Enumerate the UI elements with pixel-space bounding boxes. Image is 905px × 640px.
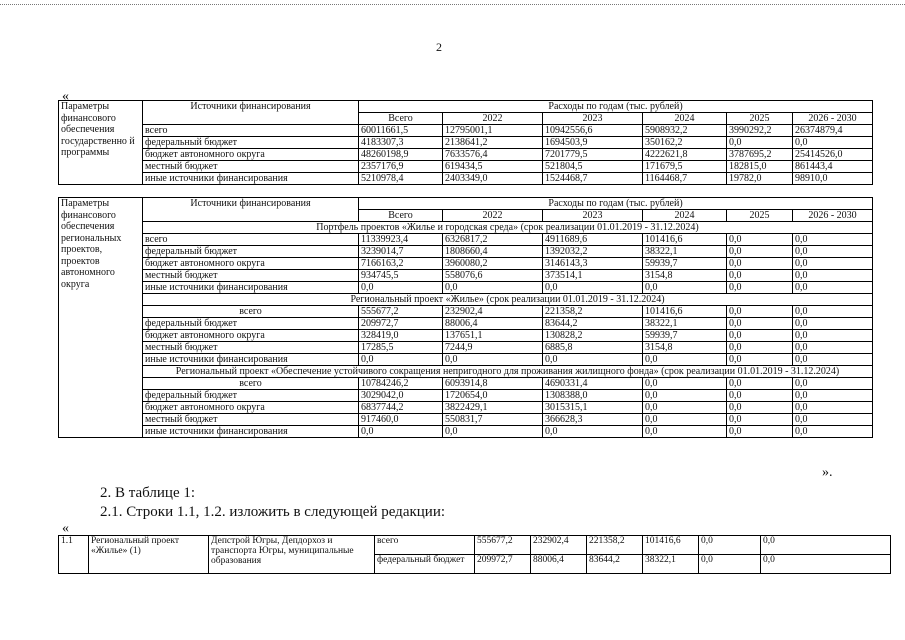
source-label: местный бюджет xyxy=(143,270,359,282)
value-cell: 0,0 xyxy=(727,378,793,390)
table-row xyxy=(59,390,873,402)
table-1-row xyxy=(58,535,891,574)
expenses-header: Расходы по годам (тыс. рублей) xyxy=(359,198,873,210)
table-row xyxy=(59,125,873,137)
value-cell: 0,0 xyxy=(443,354,543,366)
value-cell: 0,0 xyxy=(727,330,793,342)
value-cell: 0,0 xyxy=(793,330,873,342)
group-title: Региональный проект «Жилье» (срок реализации 01.01.2019 - 31.12.2024) xyxy=(143,294,873,306)
value-cell: 0,0 xyxy=(643,414,727,426)
value-cell: 6885,8 xyxy=(543,342,643,354)
source-label: федеральный бюджет xyxy=(143,318,359,330)
value-cell: 0,0 xyxy=(793,258,873,270)
year-header: 2025 xyxy=(727,113,793,125)
value-cell: 0,0 xyxy=(727,318,793,330)
source-label: иные источники финансирования xyxy=(143,282,359,294)
value-cell: 934745,5 xyxy=(359,270,443,282)
value-cell: 0,0 xyxy=(727,342,793,354)
value-cell: 101416,6 xyxy=(643,306,727,318)
value-cell: 60011661,5 xyxy=(359,125,443,137)
value-cell: 555677,2 xyxy=(475,536,531,555)
value-cell: 0,0 xyxy=(727,282,793,294)
source-label: бюджет автономного округа xyxy=(143,402,359,414)
value-cell: 0,0 xyxy=(359,426,443,438)
value-cell: 2357176,9 xyxy=(359,161,443,173)
value-cell: 0,0 xyxy=(793,234,873,246)
value-cell: 0,0 xyxy=(543,354,643,366)
value-cell: 0,0 xyxy=(793,246,873,258)
value-cell: 232902,4 xyxy=(531,536,587,555)
value-cell: 0,0 xyxy=(699,536,761,555)
value-cell: 1308388,0 xyxy=(543,390,643,402)
value-cell: 861443,4 xyxy=(793,161,873,173)
value-cell: 7633576,4 xyxy=(443,149,543,161)
value-cell: 4222621,8 xyxy=(643,149,727,161)
value-cell: 0,0 xyxy=(543,426,643,438)
financing-table-program xyxy=(58,100,873,185)
table-row xyxy=(59,330,873,342)
close-quote: ». xyxy=(822,465,833,480)
value-cell: 88006,4 xyxy=(443,318,543,330)
value-cell: 0,0 xyxy=(793,137,873,149)
value-cell: 6093914,8 xyxy=(443,378,543,390)
table-row xyxy=(59,173,873,185)
source-label: иные источники финансирования xyxy=(143,354,359,366)
source-label: местный бюджет xyxy=(143,414,359,426)
table-row xyxy=(59,426,873,438)
value-cell: 83644,2 xyxy=(587,555,643,574)
value-cell: 0,0 xyxy=(359,282,443,294)
value-cell: 48260198,9 xyxy=(359,149,443,161)
year-header: Всего xyxy=(359,113,443,125)
value-cell: 101416,6 xyxy=(643,234,727,246)
value-cell: 209972,7 xyxy=(475,555,531,574)
value-cell: 1524468,7 xyxy=(543,173,643,185)
value-cell: 3960080,2 xyxy=(443,258,543,270)
value-cell: 0,0 xyxy=(793,414,873,426)
value-cell: 0,0 xyxy=(761,555,891,574)
value-cell: 0,0 xyxy=(793,318,873,330)
value-cell: 221358,2 xyxy=(587,536,643,555)
value-cell: 171679,5 xyxy=(643,161,727,173)
year-header: 2022 xyxy=(443,210,543,222)
value-cell: 1164468,7 xyxy=(643,173,727,185)
source-label: всего xyxy=(143,306,359,318)
value-cell: 6837744,2 xyxy=(359,402,443,414)
value-cell: 83644,2 xyxy=(543,318,643,330)
table-row xyxy=(59,402,873,414)
group-title: Региональный проект «Обеспечение устойчивого сокращения непригодного для проживания жилищного фонда» (срок реализации 01.01.2019 - 31.12.2024) xyxy=(143,366,873,378)
value-cell: 101416,6 xyxy=(643,536,699,555)
year-header: Всего xyxy=(359,210,443,222)
value-cell: 38322,1 xyxy=(643,246,727,258)
value-cell: 3015315,1 xyxy=(543,402,643,414)
table-row xyxy=(59,354,873,366)
table-row xyxy=(59,414,873,426)
value-cell: 59939,7 xyxy=(643,330,727,342)
expenses-header: Расходы по годам (тыс. рублей) xyxy=(359,101,873,113)
value-cell: 1392032,2 xyxy=(543,246,643,258)
executors: Депстрой Югры, Депдорхоз и транспорта Югры, муниципальные образования xyxy=(209,536,375,574)
table-row xyxy=(59,161,873,173)
value-cell: 0,0 xyxy=(793,402,873,414)
value-cell: 12795001,1 xyxy=(443,125,543,137)
value-cell: 3787695,2 xyxy=(727,149,793,161)
value-cell: 0,0 xyxy=(643,378,727,390)
source-label: всего xyxy=(375,536,475,555)
value-cell: 209972,7 xyxy=(359,318,443,330)
value-cell: 0,0 xyxy=(643,402,727,414)
year-header: 2026 - 2030 xyxy=(793,113,873,125)
source-label: местный бюджет xyxy=(143,342,359,354)
year-header: 2023 xyxy=(543,113,643,125)
value-cell: 0,0 xyxy=(727,234,793,246)
value-cell: 17285,5 xyxy=(359,342,443,354)
source-label: бюджет автономного округа xyxy=(143,149,359,161)
value-cell: 0,0 xyxy=(699,555,761,574)
year-header: 2025 xyxy=(727,210,793,222)
project-name: Региональный проект «Жилье» (1) xyxy=(89,536,209,574)
value-cell: 0,0 xyxy=(727,426,793,438)
value-cell: 1694503,9 xyxy=(543,137,643,149)
sources-header: Источники финансирования xyxy=(143,198,359,222)
value-cell: 0,0 xyxy=(643,390,727,402)
value-cell: 1808660,4 xyxy=(443,246,543,258)
source-label: всего xyxy=(143,125,359,137)
source-label: федеральный бюджет xyxy=(375,555,475,574)
value-cell: 373514,1 xyxy=(543,270,643,282)
value-cell: 0,0 xyxy=(793,282,873,294)
value-cell: 59939,7 xyxy=(643,258,727,270)
source-label: федеральный бюджет xyxy=(143,390,359,402)
table-row xyxy=(59,258,873,270)
table-row xyxy=(59,137,873,149)
value-cell: 0,0 xyxy=(443,282,543,294)
value-cell: 0,0 xyxy=(727,390,793,402)
value-cell: 558076,6 xyxy=(443,270,543,282)
source-label: всего xyxy=(143,234,359,246)
value-cell: 0,0 xyxy=(793,378,873,390)
source-label: бюджет автономного округа xyxy=(143,258,359,270)
value-cell: 2138641,2 xyxy=(443,137,543,149)
table-row xyxy=(59,342,873,354)
value-cell: 0,0 xyxy=(727,402,793,414)
value-cell: 3154,8 xyxy=(643,342,727,354)
value-cell: 38322,1 xyxy=(643,555,699,574)
value-cell: 0,0 xyxy=(643,426,727,438)
year-header: 2024 xyxy=(643,210,727,222)
value-cell: 0,0 xyxy=(727,137,793,149)
value-cell: 130828,2 xyxy=(543,330,643,342)
value-cell: 10784246,2 xyxy=(359,378,443,390)
value-cell: 4911689,6 xyxy=(543,234,643,246)
value-cell: 0,0 xyxy=(793,354,873,366)
paragraph-2-1: 2.1. Строки 1.1, 1.2. изложить в следующей редакции: xyxy=(100,504,446,520)
value-cell: 0,0 xyxy=(359,354,443,366)
value-cell: 38322,1 xyxy=(643,318,727,330)
value-cell: 1720654,0 xyxy=(443,390,543,402)
value-cell: 7166163,2 xyxy=(359,258,443,270)
paragraph-2: 2. В таблице 1: xyxy=(100,485,196,501)
value-cell: 4690331,4 xyxy=(543,378,643,390)
value-cell: 0,0 xyxy=(727,414,793,426)
value-cell: 0,0 xyxy=(793,426,873,438)
value-cell: 0,0 xyxy=(643,354,727,366)
value-cell: 3990292,2 xyxy=(727,125,793,137)
value-cell: 7244,9 xyxy=(443,342,543,354)
value-cell: 3154,8 xyxy=(643,270,727,282)
value-cell: 3029042,0 xyxy=(359,390,443,402)
value-cell: 11339923,4 xyxy=(359,234,443,246)
row-number: 1.1 xyxy=(59,536,89,574)
table-row xyxy=(59,246,873,258)
source-label: бюджет автономного округа xyxy=(143,330,359,342)
value-cell: 5908932,2 xyxy=(643,125,727,137)
source-label: иные источники финансирования xyxy=(143,426,359,438)
source-label: всего xyxy=(143,378,359,390)
value-cell: 10942556,6 xyxy=(543,125,643,137)
value-cell: 7201779,5 xyxy=(543,149,643,161)
open-quote-2: « xyxy=(62,521,69,536)
table-row xyxy=(59,270,873,282)
value-cell: 0,0 xyxy=(643,282,727,294)
value-cell: 4183307,3 xyxy=(359,137,443,149)
open-quote: « xyxy=(62,89,69,104)
financing-table-projects xyxy=(58,197,873,438)
projects-params-label: Параметры финансового обеспечения региональных проектов, проектов автономного округа xyxy=(59,198,143,438)
table-row xyxy=(59,282,873,294)
value-cell: 221358,2 xyxy=(543,306,643,318)
value-cell: 0,0 xyxy=(727,354,793,366)
value-cell: 0,0 xyxy=(443,426,543,438)
value-cell: 25414526,0 xyxy=(793,149,873,161)
value-cell: 550831,7 xyxy=(443,414,543,426)
value-cell: 0,0 xyxy=(793,270,873,282)
value-cell: 917460,0 xyxy=(359,414,443,426)
value-cell: 3239014,7 xyxy=(359,246,443,258)
value-cell: 19782,0 xyxy=(727,173,793,185)
year-header: 2026 - 2030 xyxy=(793,210,873,222)
table-row xyxy=(59,378,873,390)
source-label: федеральный бюджет xyxy=(143,246,359,258)
value-cell: 98910,0 xyxy=(793,173,873,185)
value-cell: 2403349,0 xyxy=(443,173,543,185)
value-cell: 521804,5 xyxy=(543,161,643,173)
value-cell: 0,0 xyxy=(727,270,793,282)
year-header: 2024 xyxy=(643,113,727,125)
value-cell: 5210978,4 xyxy=(359,173,443,185)
year-header: 2023 xyxy=(543,210,643,222)
value-cell: 3146143,3 xyxy=(543,258,643,270)
value-cell: 0,0 xyxy=(727,258,793,270)
value-cell: 328419,0 xyxy=(359,330,443,342)
table-row xyxy=(59,234,873,246)
sources-header: Источники финансирования xyxy=(143,101,359,125)
source-label: иные источники финансирования xyxy=(143,173,359,185)
value-cell: 0,0 xyxy=(727,246,793,258)
value-cell: 3822429,1 xyxy=(443,402,543,414)
value-cell: 350162,2 xyxy=(643,137,727,149)
year-header: 2022 xyxy=(443,113,543,125)
table-row xyxy=(59,306,873,318)
page-number: 2 xyxy=(436,40,442,54)
value-cell: 555677,2 xyxy=(359,306,443,318)
value-cell: 0,0 xyxy=(793,306,873,318)
value-cell: 182815,0 xyxy=(727,161,793,173)
value-cell: 6326817,2 xyxy=(443,234,543,246)
program-params-label: Параметры финансового обеспечения государственно й программы xyxy=(59,101,143,185)
value-cell: 232902,4 xyxy=(443,306,543,318)
value-cell: 0,0 xyxy=(793,390,873,402)
value-cell: 0,0 xyxy=(543,282,643,294)
value-cell: 0,0 xyxy=(793,342,873,354)
scan-edge xyxy=(0,4,905,7)
value-cell: 0,0 xyxy=(761,536,891,555)
source-label: федеральный бюджет xyxy=(143,137,359,149)
value-cell: 0,0 xyxy=(727,306,793,318)
table-row xyxy=(59,149,873,161)
value-cell: 137651,1 xyxy=(443,330,543,342)
value-cell: 619434,5 xyxy=(443,161,543,173)
source-label: местный бюджет xyxy=(143,161,359,173)
value-cell: 88006,4 xyxy=(531,555,587,574)
group-title: Портфель проектов «Жилье и городская среда» (срок реализации 01.01.2019 - 31.12.2024) xyxy=(143,222,873,234)
value-cell: 366628,3 xyxy=(543,414,643,426)
table-row xyxy=(59,318,873,330)
value-cell: 26374879,4 xyxy=(793,125,873,137)
